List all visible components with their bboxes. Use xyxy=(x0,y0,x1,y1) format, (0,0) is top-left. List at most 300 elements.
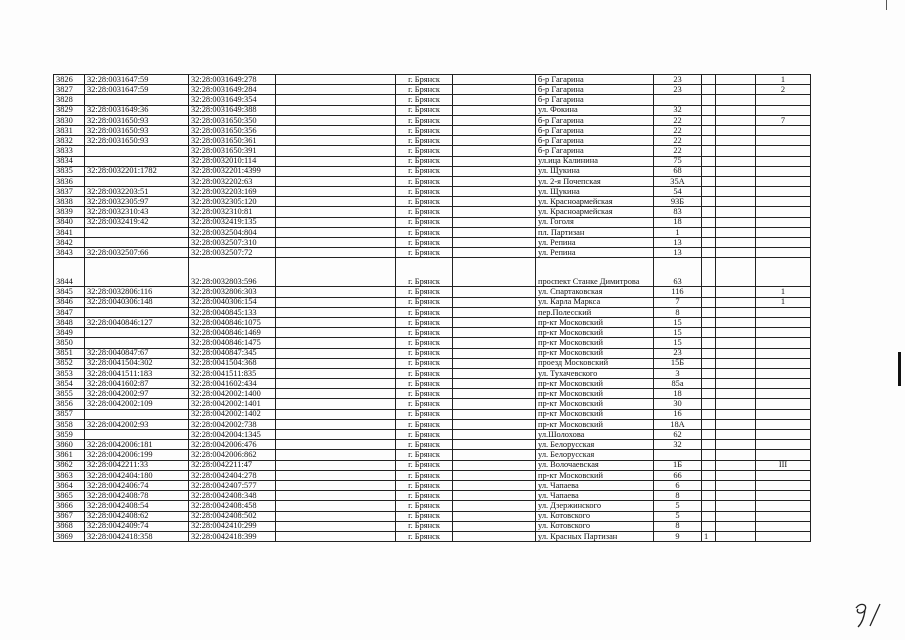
table-row xyxy=(54,379,811,389)
cell-cadastral-number-object: 32:28:0032201:4399 xyxy=(189,166,276,176)
cell-empty-col xyxy=(716,227,756,237)
cell-cadastral-number-parcel: 32:28:0040847:67 xyxy=(85,348,189,358)
cell-empty-col xyxy=(702,470,716,480)
cell-house-number: 5 xyxy=(654,511,702,521)
cell-row-number: 3840 xyxy=(54,217,85,227)
cell-city: г. Брянск xyxy=(396,146,453,156)
cell-note xyxy=(756,440,811,450)
cell-cadastral-number-parcel: 32:28:0041511:183 xyxy=(85,368,189,378)
cell-cadastral-number-parcel: 32:28:0042006:199 xyxy=(85,450,189,460)
cell-empty-col xyxy=(276,115,396,125)
cell-empty-col xyxy=(276,450,396,460)
cell-street: ул. Красноармейская xyxy=(536,197,654,207)
cell-row-number: 3842 xyxy=(54,238,85,248)
cell-street: проезд Московский xyxy=(536,358,654,368)
cell-city: г. Брянск xyxy=(396,338,453,348)
cell-empty-col xyxy=(453,136,536,146)
cell-empty-col xyxy=(716,480,756,490)
cell-cadastral-number-object: 32:28:0031650:391 xyxy=(189,146,276,156)
cell-cadastral-number-parcel xyxy=(85,338,189,348)
cell-row-number: 3836 xyxy=(54,176,85,186)
cell-note xyxy=(756,470,811,480)
table-row xyxy=(54,156,811,166)
cell-empty-col xyxy=(276,166,396,176)
cell-street: ул. Белорусская xyxy=(536,450,654,460)
cell-cadastral-number-object: 32:28:0032507:72 xyxy=(189,248,276,258)
cell-empty-col xyxy=(702,207,716,217)
table-row xyxy=(54,258,811,287)
cell-row-number: 3831 xyxy=(54,125,85,135)
property-register-table xyxy=(53,74,811,542)
cell-empty-col xyxy=(702,227,716,237)
cell-street: ул. Гоголя xyxy=(536,217,654,227)
cell-empty-col xyxy=(702,238,716,248)
cell-empty-col xyxy=(276,287,396,297)
cell-empty-col xyxy=(716,379,756,389)
cell-empty-col xyxy=(453,75,536,85)
cell-city: г. Брянск xyxy=(396,105,453,115)
cell-empty-col xyxy=(702,248,716,258)
cell-street: ул. Котовского xyxy=(536,511,654,521)
cell-cadastral-number-parcel xyxy=(85,328,189,338)
cell-house-number xyxy=(654,95,702,105)
cell-empty-col xyxy=(453,146,536,156)
cell-house-number: 15 xyxy=(654,317,702,327)
cell-empty-col xyxy=(276,217,396,227)
cell-note xyxy=(756,207,811,217)
cell-note xyxy=(756,430,811,440)
cell-street: ул. 2-я Почепская xyxy=(536,176,654,186)
cell-street: ул. Белорусская xyxy=(536,440,654,450)
cell-empty-col xyxy=(716,297,756,307)
cell-cadastral-number-parcel: 32:28:0032507:66 xyxy=(85,248,189,258)
cell-empty-col xyxy=(716,389,756,399)
cell-house-number: 16 xyxy=(654,409,702,419)
cell-empty-col xyxy=(276,136,396,146)
cell-street: ул.ица Калинина xyxy=(536,156,654,166)
cell-empty-col xyxy=(702,419,716,429)
cell-note xyxy=(756,399,811,409)
cell-cadastral-number-parcel: 32:28:0031650:93 xyxy=(85,136,189,146)
cell-empty-col xyxy=(716,450,756,460)
cell-street: б-р Гагарина xyxy=(536,125,654,135)
cell-empty-col xyxy=(453,328,536,338)
cell-empty-col xyxy=(702,511,716,521)
cell-street: б-р Гагарина xyxy=(536,85,654,95)
cell-empty-col xyxy=(276,258,396,287)
cell-note xyxy=(756,156,811,166)
table-row xyxy=(54,491,811,501)
cell-empty-col xyxy=(276,399,396,409)
cell-empty-col xyxy=(276,75,396,85)
cell-empty-col xyxy=(702,307,716,317)
cell-cadastral-number-parcel: 32:28:0042418:358 xyxy=(85,531,189,541)
cell-empty-col xyxy=(702,389,716,399)
cell-street: пр-кт Московский xyxy=(536,328,654,338)
cell-note xyxy=(756,238,811,248)
cell-empty-col xyxy=(276,470,396,480)
cell-street: ул. Чапаева xyxy=(536,491,654,501)
cell-cadastral-number-object: 32:28:0032202:63 xyxy=(189,176,276,186)
cell-empty-col xyxy=(453,531,536,541)
cell-cadastral-number-object: 32:28:0031649:354 xyxy=(189,95,276,105)
cell-cadastral-number-object: 32:28:0031649:278 xyxy=(189,75,276,85)
cell-note xyxy=(756,409,811,419)
cell-cadastral-number-object: 32:28:0040846:1075 xyxy=(189,317,276,327)
cell-empty-col xyxy=(716,287,756,297)
table-row xyxy=(54,470,811,480)
cell-street: б-р Гагарина xyxy=(536,115,654,125)
cell-cadastral-number-object: 32:28:0031649:388 xyxy=(189,105,276,115)
cell-cadastral-number-parcel: 32:28:0031650:93 xyxy=(85,115,189,125)
cell-note xyxy=(756,480,811,490)
cell-empty-col xyxy=(453,338,536,348)
cell-house-number: 18А xyxy=(654,419,702,429)
cell-empty-col xyxy=(702,75,716,85)
cell-cadastral-number-object: 32:28:0041504:368 xyxy=(189,358,276,368)
cell-empty-col xyxy=(716,501,756,511)
cell-street: ул. Спартаковская xyxy=(536,287,654,297)
cell-empty-col xyxy=(453,307,536,317)
table-row xyxy=(54,197,811,207)
cell-empty-col xyxy=(716,238,756,248)
cell-note xyxy=(756,166,811,176)
cell-empty-col xyxy=(453,440,536,450)
cell-house-number: 15 xyxy=(654,328,702,338)
cell-empty-col xyxy=(276,440,396,450)
cell-empty-col xyxy=(702,136,716,146)
cell-note xyxy=(756,531,811,541)
cell-cadastral-number-object: 32:28:0032806:303 xyxy=(189,287,276,297)
cell-empty-col xyxy=(702,450,716,460)
cell-note xyxy=(756,338,811,348)
table-row xyxy=(54,287,811,297)
cell-city: г. Брянск xyxy=(396,409,453,419)
cell-city: г. Брянск xyxy=(396,511,453,521)
cell-city: г. Брянск xyxy=(396,307,453,317)
cell-city: г. Брянск xyxy=(396,358,453,368)
table-row xyxy=(54,166,811,176)
cell-empty-col xyxy=(453,248,536,258)
table-row xyxy=(54,248,811,258)
cell-street: ул. Волочаевская xyxy=(536,460,654,470)
cell-cadastral-number-parcel: 32:28:0032806:116 xyxy=(85,287,189,297)
cell-house-number: 15 xyxy=(654,338,702,348)
cell-empty-col xyxy=(453,368,536,378)
table-row xyxy=(54,338,811,348)
cell-empty-col xyxy=(702,399,716,409)
cell-house-number: 83 xyxy=(654,207,702,217)
cell-empty-col xyxy=(702,521,716,531)
cell-cadastral-number-parcel: 32:28:0032203:51 xyxy=(85,187,189,197)
table-row xyxy=(54,75,811,85)
cell-row-number: 3837 xyxy=(54,187,85,197)
cell-row-number: 3838 xyxy=(54,197,85,207)
cell-empty-col xyxy=(276,187,396,197)
table-row xyxy=(54,409,811,419)
cell-note xyxy=(756,501,811,511)
cell-empty-col xyxy=(702,409,716,419)
cell-city: г. Брянск xyxy=(396,197,453,207)
cell-empty-col xyxy=(453,95,536,105)
cell-empty-col xyxy=(276,480,396,490)
cell-house-number: 18 xyxy=(654,217,702,227)
cell-row-number: 3853 xyxy=(54,368,85,378)
cell-note xyxy=(756,258,811,287)
cell-empty-col xyxy=(716,207,756,217)
cell-empty-col xyxy=(453,521,536,531)
cell-note xyxy=(756,136,811,146)
cell-house-number: 32 xyxy=(654,105,702,115)
cell-cadastral-number-parcel xyxy=(85,95,189,105)
cell-house-number: 66 xyxy=(654,470,702,480)
cell-row-number: 3852 xyxy=(54,358,85,368)
cell-empty-col xyxy=(453,491,536,501)
cell-house-number: 18 xyxy=(654,389,702,399)
cell-empty-col xyxy=(276,521,396,531)
cell-empty-col xyxy=(453,480,536,490)
cell-row-number: 3844 xyxy=(54,258,85,287)
cell-city: г. Брянск xyxy=(396,125,453,135)
cell-street: ул. Щукина xyxy=(536,187,654,197)
cell-cadastral-number-parcel: 32:28:0031647:59 xyxy=(85,85,189,95)
cell-street: ул.Шолохова xyxy=(536,430,654,440)
cell-empty-col xyxy=(716,317,756,327)
cell-city: г. Брянск xyxy=(396,115,453,125)
cell-empty-col xyxy=(716,409,756,419)
cell-city: г. Брянск xyxy=(396,379,453,389)
cell-city: г. Брянск xyxy=(396,85,453,95)
cell-empty-col xyxy=(716,248,756,258)
cell-empty-col xyxy=(276,156,396,166)
cell-street: ул. Красноармейская xyxy=(536,207,654,217)
cell-empty-col xyxy=(702,348,716,358)
cell-cadastral-number-parcel: 32:28:0032201:1782 xyxy=(85,166,189,176)
cell-house-number: 22 xyxy=(654,115,702,125)
cell-city: г. Брянск xyxy=(396,317,453,327)
cell-row-number: 3827 xyxy=(54,85,85,95)
cell-cadastral-number-parcel: 32:28:0040306:148 xyxy=(85,297,189,307)
table-row xyxy=(54,501,811,511)
cell-street: б-р Гагарина xyxy=(536,136,654,146)
cell-row-number: 3867 xyxy=(54,511,85,521)
cell-city: г. Брянск xyxy=(396,440,453,450)
table-row xyxy=(54,227,811,237)
cell-empty-col xyxy=(716,187,756,197)
cell-empty-col xyxy=(453,176,536,186)
cell-empty-col xyxy=(702,125,716,135)
cell-city: г. Брянск xyxy=(396,187,453,197)
cell-house-number: 23 xyxy=(654,348,702,358)
cell-empty-col xyxy=(702,358,716,368)
cell-empty-col xyxy=(716,197,756,207)
cell-city: г. Брянск xyxy=(396,430,453,440)
cell-empty-col xyxy=(276,338,396,348)
cell-empty-col xyxy=(702,297,716,307)
cell-empty-col xyxy=(702,166,716,176)
cell-note: 2 xyxy=(756,85,811,95)
cell-empty-col xyxy=(702,105,716,115)
cell-street: пр-кт Московский xyxy=(536,379,654,389)
table-row xyxy=(54,531,811,541)
cell-empty-col xyxy=(453,389,536,399)
cell-city: г. Брянск xyxy=(396,491,453,501)
cell-note xyxy=(756,105,811,115)
cell-city: г. Брянск xyxy=(396,460,453,470)
table-row xyxy=(54,511,811,521)
cell-row-number: 3847 xyxy=(54,307,85,317)
cell-empty-col xyxy=(453,197,536,207)
cell-cadastral-number-object: 32:28:0032305:120 xyxy=(189,197,276,207)
cell-empty-col xyxy=(276,227,396,237)
table-row xyxy=(54,176,811,186)
cell-city: г. Брянск xyxy=(396,156,453,166)
cell-empty-col xyxy=(716,176,756,186)
cell-empty-col xyxy=(276,430,396,440)
cell-note xyxy=(756,521,811,531)
cell-note: 1 xyxy=(756,297,811,307)
cell-city: г. Брянск xyxy=(396,238,453,248)
cell-street: ул. Чапаева xyxy=(536,480,654,490)
cell-city: г. Брянск xyxy=(396,399,453,409)
cell-empty-col xyxy=(716,348,756,358)
cell-row-number: 3848 xyxy=(54,317,85,327)
cell-note xyxy=(756,95,811,105)
cell-empty-col xyxy=(702,115,716,125)
cell-cadastral-number-object: 32:28:0031650:361 xyxy=(189,136,276,146)
cell-row-number: 3860 xyxy=(54,440,85,450)
cell-street: пл. Партизан xyxy=(536,227,654,237)
cell-note: 7 xyxy=(756,115,811,125)
cell-empty-col xyxy=(276,379,396,389)
cell-empty-col xyxy=(716,146,756,156)
cell-cadastral-number-object: 32:28:0040846:1475 xyxy=(189,338,276,348)
cell-cadastral-number-parcel: 32:28:0042002:97 xyxy=(85,389,189,399)
cell-street: б-р Гагарина xyxy=(536,146,654,156)
cell-empty-col xyxy=(453,156,536,166)
cell-empty-col xyxy=(453,85,536,95)
cell-house-number: 54 xyxy=(654,187,702,197)
cell-empty-col xyxy=(453,419,536,429)
cell-empty-col xyxy=(453,450,536,460)
cell-cadastral-number-object: 32:28:0032203:169 xyxy=(189,187,276,197)
cell-house-number: 13 xyxy=(654,238,702,248)
cell-street: пр-кт Московский xyxy=(536,399,654,409)
cell-street: б-р Гагарина xyxy=(536,75,654,85)
cell-city: г. Брянск xyxy=(396,501,453,511)
cell-cadastral-number-object: 32:28:0031650:356 xyxy=(189,125,276,135)
cell-city: г. Брянск xyxy=(396,95,453,105)
cell-city: г. Брянск xyxy=(396,297,453,307)
cell-cadastral-number-parcel: 32:28:0042002:93 xyxy=(85,419,189,429)
cell-cadastral-number-parcel: 32:28:0032305:97 xyxy=(85,197,189,207)
cell-house-number: 35А xyxy=(654,176,702,186)
cell-empty-col xyxy=(716,491,756,501)
cell-house-number: 30 xyxy=(654,399,702,409)
cell-row-number: 3857 xyxy=(54,409,85,419)
cell-house-number: 62 xyxy=(654,430,702,440)
cell-cadastral-number-parcel xyxy=(85,430,189,440)
cell-empty-col xyxy=(276,95,396,105)
cell-row-number: 3861 xyxy=(54,450,85,460)
cell-house-number: 22 xyxy=(654,146,702,156)
cell-cadastral-number-parcel xyxy=(85,156,189,166)
cell-cadastral-number-object: 32:28:0032010:114 xyxy=(189,156,276,166)
cell-row-number: 3862 xyxy=(54,460,85,470)
cell-city: г. Брянск xyxy=(396,450,453,460)
cell-empty-col xyxy=(716,307,756,317)
table-row xyxy=(54,348,811,358)
cell-city: г. Брянск xyxy=(396,389,453,399)
cell-empty-col xyxy=(702,85,716,95)
cell-street: ул. Красных Партизан xyxy=(536,531,654,541)
cell-row-number: 3849 xyxy=(54,328,85,338)
cell-note xyxy=(756,217,811,227)
cell-cadastral-number-object: 32:28:0042410:299 xyxy=(189,521,276,531)
cell-cadastral-number-parcel xyxy=(85,307,189,317)
cell-city: г. Брянск xyxy=(396,419,453,429)
cell-cadastral-number-parcel: 32:28:0032310:43 xyxy=(85,207,189,217)
cell-empty-col xyxy=(716,511,756,521)
cell-cadastral-number-parcel: 32:28:0032419:42 xyxy=(85,217,189,227)
cell-empty-col xyxy=(702,217,716,227)
cell-note xyxy=(756,146,811,156)
cell-street: ул. Щукина xyxy=(536,166,654,176)
cell-empty-col xyxy=(716,166,756,176)
cell-cadastral-number-object: 32:28:0042408:348 xyxy=(189,491,276,501)
cell-cadastral-number-object: 32:28:0042006:862 xyxy=(189,450,276,460)
cell-cadastral-number-parcel xyxy=(85,227,189,237)
table-row xyxy=(54,480,811,490)
cell-empty-col xyxy=(453,258,536,287)
table-row xyxy=(54,328,811,338)
cell-cadastral-number-object: 32:28:0042006:476 xyxy=(189,440,276,450)
cell-cadastral-number-object: 32:28:0042407:577 xyxy=(189,480,276,490)
table-row xyxy=(54,521,811,531)
cell-row-number: 3868 xyxy=(54,521,85,531)
cell-house-number: 22 xyxy=(654,136,702,146)
cell-empty-col xyxy=(453,317,536,327)
cell-house-number: 8 xyxy=(654,491,702,501)
cell-empty-col xyxy=(702,501,716,511)
cell-cadastral-number-object: 32:28:0040846:1469 xyxy=(189,328,276,338)
cell-empty-col xyxy=(702,258,716,287)
table-row xyxy=(54,297,811,307)
cell-cadastral-number-parcel: 32:28:0042211:33 xyxy=(85,460,189,470)
cell-note xyxy=(756,125,811,135)
cell-empty-col xyxy=(716,125,756,135)
cell-empty-col xyxy=(276,501,396,511)
cell-empty-col xyxy=(453,501,536,511)
table-row xyxy=(54,389,811,399)
table-row xyxy=(54,419,811,429)
table-row xyxy=(54,136,811,146)
table-row xyxy=(54,238,811,248)
cell-note xyxy=(756,197,811,207)
cell-street: ул. Репина xyxy=(536,248,654,258)
cell-empty-col xyxy=(702,187,716,197)
cell-row-number: 3856 xyxy=(54,399,85,409)
cell-empty-col xyxy=(453,409,536,419)
cell-house-number: 68 xyxy=(654,166,702,176)
cell-empty-col xyxy=(702,460,716,470)
cell-city: г. Брянск xyxy=(396,75,453,85)
cell-empty-col xyxy=(453,217,536,227)
cell-empty-col xyxy=(276,207,396,217)
cell-empty-col xyxy=(702,379,716,389)
cell-cadastral-number-object: 32:28:0042002:738 xyxy=(189,419,276,429)
table-row xyxy=(54,450,811,460)
